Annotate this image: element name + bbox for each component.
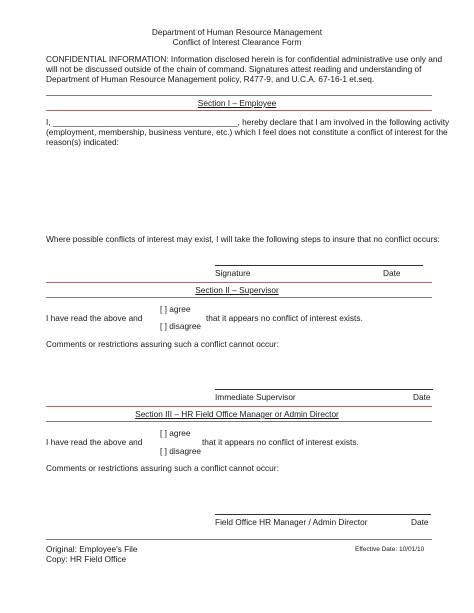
effective-date: Effective Date: 10/01/10 xyxy=(355,546,425,553)
section-2-title: Section II – Supervisor xyxy=(195,285,279,295)
supervisor-signer-label: Immediate Supervisor xyxy=(215,392,296,402)
hr-disagree-checkbox[interactable]: [ ] disagree xyxy=(160,446,202,456)
confidential-line-1: CONFIDENTIAL INFORMATION: Information disclosed herein is for confidential administrative use only and xyxy=(46,54,443,64)
footer-copy: Copy: HR Field Office xyxy=(46,554,127,564)
section-2-top-rule xyxy=(46,282,432,283)
declaration-line-2: (employment, membership, business venture, etc.) which I feel does not constitute a conflict of interest for the xyxy=(46,127,448,137)
declaration-line-1[interactable]: I, ________________________________________, hereby declare that I am involved in the following activity xyxy=(46,117,450,127)
section-3-top-rule xyxy=(46,406,432,407)
hr-comments-label: Comments or restrictions assuring such a conflict cannot occur: xyxy=(46,463,279,473)
employee-date-label: Date xyxy=(383,268,401,278)
hr-signature-line[interactable] xyxy=(215,514,431,515)
footer-rule xyxy=(46,539,432,540)
section-3-bottom-rule xyxy=(46,421,432,422)
hr-read-above: I have read the above and xyxy=(46,437,143,447)
section-1-bottom-rule xyxy=(46,110,432,111)
supervisor-date-label: Date xyxy=(413,392,431,402)
confidential-line-2: will not be discussed outside of the chain of command. Signatures attest reading and understanding of xyxy=(46,64,422,74)
footer-original: Original: Employee's File xyxy=(46,544,138,554)
hr-no-conflict-text: that it appears no conflict of interest exists. xyxy=(202,437,359,447)
employee-signature-label: Signature xyxy=(215,268,251,278)
hr-signer-label: Field Office HR Manager / Admin Director xyxy=(215,517,368,527)
supervisor-comments-label: Comments or restrictions assuring such a conflict cannot occur: xyxy=(46,339,279,349)
department-title: Department of Human Resource Management xyxy=(151,27,323,37)
supervisor-read-above: I have read the above and xyxy=(46,313,143,323)
confidential-line-3: Department of Human Resource Management policy, R477-9, and U.C.A. 67-16-1 et.seq. xyxy=(46,74,375,84)
supervisor-no-conflict-text: that it appears no conflict of interest exists. xyxy=(206,313,363,323)
hr-date-label: Date xyxy=(411,517,429,527)
section-1-top-rule xyxy=(46,95,432,96)
supervisor-disagree-checkbox[interactable]: [ ] disagree xyxy=(160,321,202,331)
steps-statement: Where possible conflicts of interest may exist, I will take the following steps to insure that no conflict occurs: xyxy=(46,234,440,244)
supervisor-signature-line[interactable] xyxy=(215,389,433,390)
section-1-title: Section I – Employee xyxy=(197,98,277,108)
form-title: Conflict of Interest Clearance Form xyxy=(172,37,302,47)
hr-agree-checkbox[interactable]: [ ] agree xyxy=(160,428,191,438)
supervisor-agree-checkbox[interactable]: [ ] agree xyxy=(160,304,191,314)
section-2-bottom-rule xyxy=(46,297,432,298)
section-3-title: Section III – HR Field Office Manager or Admin Director xyxy=(135,409,339,419)
employee-signature-line[interactable] xyxy=(215,265,423,266)
declaration-line-3: reason(s) indicated: xyxy=(46,137,119,147)
